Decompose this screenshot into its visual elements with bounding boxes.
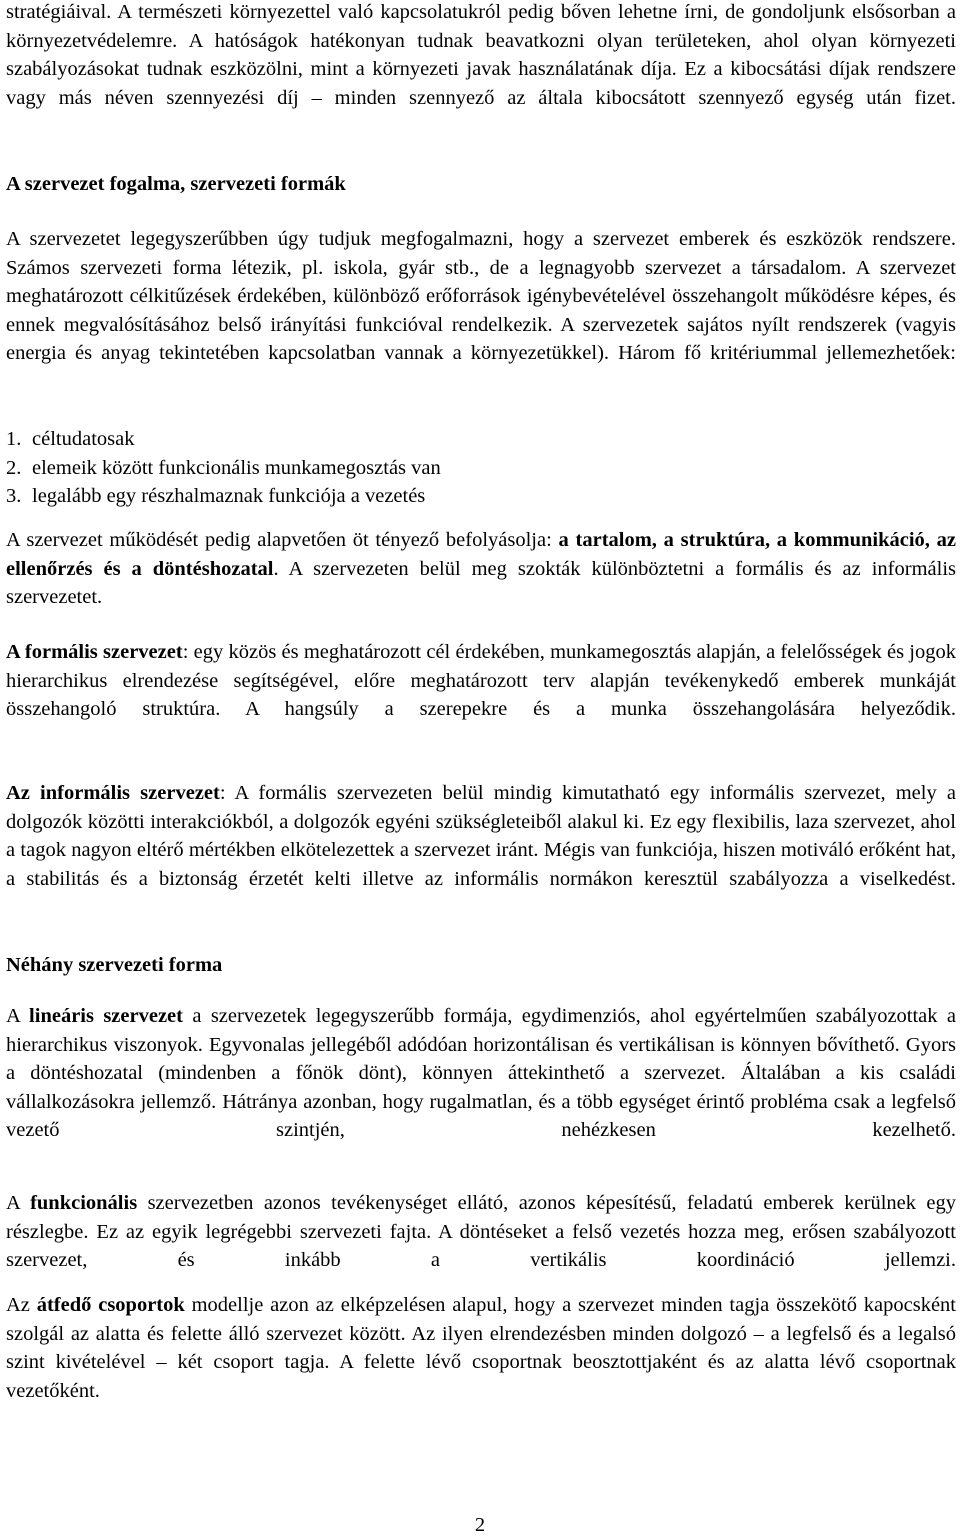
term-functional-organization: funkcionális [30, 1192, 138, 1214]
paragraph-factors-bold: a tartalom, a struktúra, a kommunikáció, az ellenőrzés és a döntéshozatal [6, 529, 957, 580]
list-item-text: elemeik között funkcionális munkamegosztás van [32, 456, 441, 479]
page-number: 2 [474, 1514, 486, 1536]
list-item [6, 454, 956, 483]
term-formal-organization: A formális szervezet [6, 641, 183, 663]
paragraph-linear-text: a szervezetek legegyszerűbb formája, egydimenziós, ahol egyértelműen szabályozottak a hierarchikus viszonyok. Egyvonalas jellegéből adódóan horizontálisan és vertikálisan is könnyen bővíthető. Gyors a döntéshozatal (mindenben a főnök dönt), könnyen áttekinthető a szervezet. Általában a kis családi vállalkozásokra jellemző. Hátránya azonban, hogy rugalmatlan, és a több egységet érintő probléma csak a legfelső vezető szintjén, nehézkesen kezelhető. [6, 1005, 956, 1142]
list-item [6, 425, 956, 454]
term-informal-organization: Az informális szervezet [6, 782, 220, 804]
criteria-list [6, 425, 956, 511]
paragraph-environment [6, 0, 956, 141]
paragraph-informal-organization [6, 779, 956, 922]
paragraph-factors-end: . A szervezeten belül meg szokták különböztetni a formális és az informális szervezetet. [6, 557, 956, 609]
paragraph-overlapping-text: modellje azon az elképzelésen alapul, hogy a szervezet minden tagja összekötő kapocsként szolgál az alatta és felette álló szervezet között. Az ilyen elrendezésben minden dolgozó – a legfelső és a legalsó szint kivételével – két csoport tagja. A felette lévő csoportnak beosztottjaként és az alatta lévő csoportnak vezetőként. [6, 1294, 956, 1402]
paragraph-overlapping-start: Az [6, 1294, 37, 1316]
list-item-text: legalább egy részhalmaznak funkciója a vezetés [32, 485, 426, 508]
term-linear-organization: lineáris szervezet [29, 1005, 183, 1027]
list-item [6, 482, 956, 511]
paragraph-organization-definition-text: A szervezetet legegyszerűbben úgy tudjuk megfogalmazni, hogy a szervezet emberek és eszközök rendszere. Számos szervezeti forma létezik, pl. iskola, gyár stb., de a legnagyobb szervezet a társadalom. A szervezet meghatározott célkitűzések érdekében, különböző erőforrások igénybevételével összehangolt működésre képes, és ennek megvalósításához belső irányítási funkcióval rendelkezik. A szervezetek sajátos nyílt rendszerek (vagyis energia és anyag tekintetében kapcsolatban vannak a környezetükkel). Három fő kritériummal jellemezhetőek: [6, 228, 956, 365]
paragraph-environment-text: stratégiáival. A természeti környezettel való kapcsolatukról pedig bőven lehetne írni, de gondoljunk elsősorban a környezetvédelemre. A hatóságok hatékonyan tudnak beavatkozni olyan területeken, ahol olyan környezeti szabályozásokat tudnak eszközölni, mint a környezeti javak használatának díja. Ez a kibocsátási díjak rendszere vagy más néven szennyezési díj – minden szennyező az általa kibocsátott szennyező egység után fizet. [6, 1, 956, 109]
paragraph-formal-organization [6, 638, 956, 752]
paragraph-formal-organization-text: : egy közös és meghatározott cél érdekében, munkamegosztás alapján, a felelősségek és jogok hierarchikus elrendezése segítségével, előre meghatározott terv alapján tevékenykedő emberek munkáját összehangoló struktúra. A hangsúly a szerepekre és a munka összehangolására helyeződik. [6, 641, 956, 721]
term-overlapping-groups: átfedő csoportok [36, 1294, 185, 1316]
list-item-text: céltudatosak [32, 428, 135, 450]
section-heading-organization: A szervezet fogalma, szervezeti formák [6, 173, 346, 195]
paragraph-functional-text: szervezetben azonos tevékenységet ellátó, azonos képesítésű, feladatú emberek kerülnek egy részlegbe. Ez az egyik legrégebbi szervezeti fajta. A döntéseket a felső vezetés hozza meg, erősen szabályozott szervezet, és inkább a vertikális koordináció jellemzi. [6, 1192, 956, 1272]
paragraph-linear-start: A [6, 1005, 30, 1027]
list-item-number: 2. [6, 456, 22, 479]
paragraph-organization-definition [6, 225, 956, 397]
section-heading-forms: Néhány szervezeti forma [6, 954, 223, 976]
paragraph-informal-organization-text: : A formális szervezeten belül mindig kimutatható egy informális szervezet, mely a dolgozók közötti interakciókból, a dolgozók egyéni szükségleteiből alakul ki. Ez egy flexibilis, laza szervezet, ahol a tagok nagyon eltérő mértékben elkötelezettek a szervezet iránt. Mégis van funkciója, hiszen motiváló erőként hat, a stabilitás és a biztonság érzetét kelti illetve az informális normákon keresztül szabályozza a viselkedést. [6, 782, 956, 890]
paragraph-factors-start: A szervezet működését pedig alapvetően öt tényező befolyásolja: [6, 529, 559, 551]
paragraph-functional-start: A [6, 1192, 31, 1214]
paragraph-factors [6, 526, 956, 640]
list-item-number: 3. [6, 485, 22, 508]
list-item-number: 1. [6, 428, 22, 450]
paragraph-linear-organization [6, 1002, 956, 1174]
paragraph-overlapping-groups [6, 1291, 956, 1434]
paragraph-functional-organization [6, 1189, 956, 1303]
